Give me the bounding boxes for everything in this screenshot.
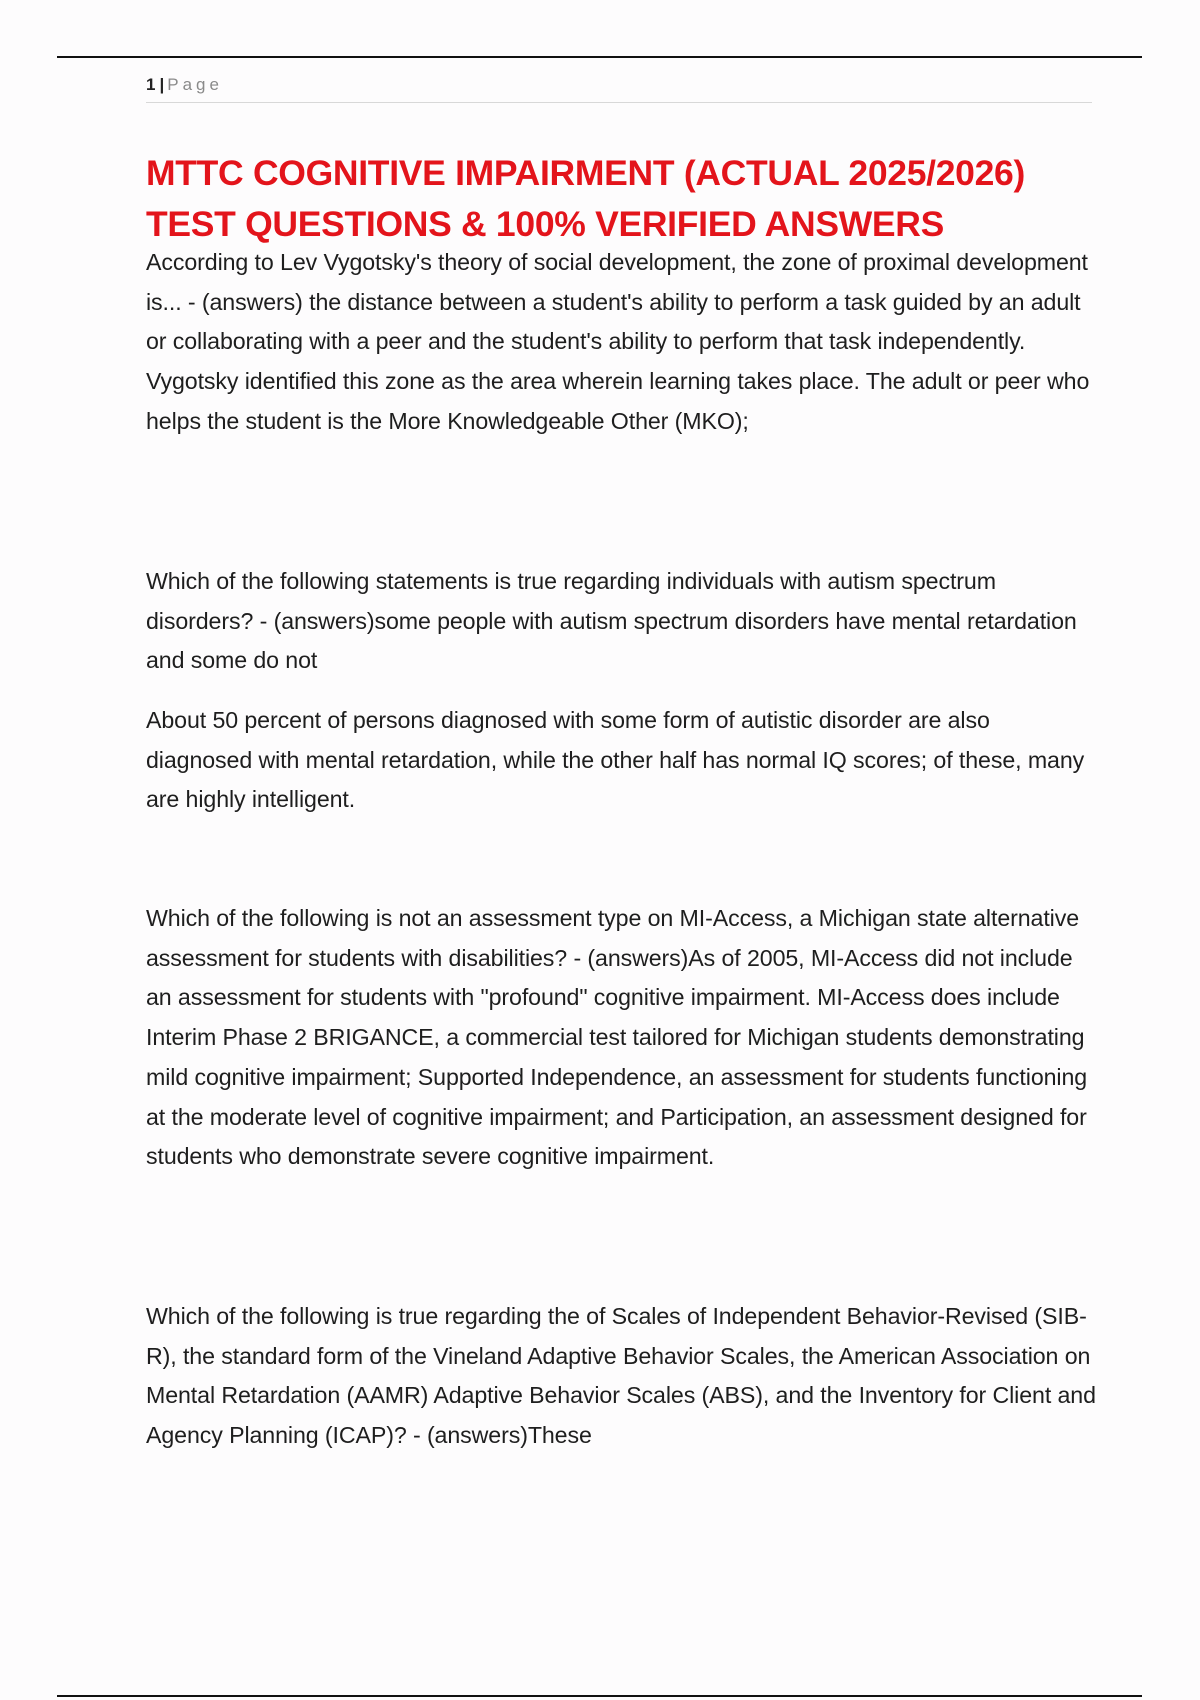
- question-answer-2: Which of the following statements is true regarding individuals with autism spectrum disorders? - (answers)some people with autism spectrum disorders have mental retardation and some do not: [146, 568, 1077, 674]
- page-label: Page: [167, 75, 223, 94]
- page-number: 1: [146, 75, 156, 94]
- page-header: [146, 74, 1092, 103]
- document-title: MTTC COGNITIVE IMPAIRMENT (ACTUAL 2025/2026) TEST QUESTIONS & 100% VERIFIED ANSWERS: [146, 153, 1026, 244]
- question-answer-3: Which of the following is not an assessment type on MI-Access, a Michigan state alternative assessment for students with disabilities? - (answers)As of 2005, MI-Access did not include an assessment for students with "profound" cognitive impairment. MI-Access does include Interim Phase 2 BRIGANCE, a commercial test tailored for Michigan students demonstrating mild cognitive impairment; Supported Independence, an assessment for students functioning at the moderate level of cognitive impairment; and Participation, an assessment designed for students who demonstrate severe cognitive impairment.: [146, 905, 1088, 1170]
- question-answer-1: According to Lev Vygotsky's theory of social development, the zone of proximal development is... - (answers) the distance between a student's ability to perform a task guided by an adult or collaborating with a peer and the student's ability to perform that task independently. Vygotsky identified this zone as the area wherein learning takes place. The adult or peer who helps the student is the More Knowledgeable Other (MKO);: [146, 249, 1090, 434]
- answer-explanation-2: About 50 percent of persons diagnosed with some form of autistic disorder are also diagnosed with mental retardation, while the other half has normal IQ scores; of these, many are highly intelligent.: [146, 707, 1085, 813]
- page-separator: |: [159, 75, 165, 94]
- question-answer-4: Which of the following is true regarding the of Scales of Independent Behavior-Revised (SIB-R), the standard form of the Vineland Adaptive Behavior Scales, the American Association on Mental Retardation (AAMR) Adaptive Behavior Scales (ABS), and the Inventory for Client and Agency Planning (ICAP)? - (answers)These: [146, 1303, 1096, 1449]
- top-border-line: [57, 56, 1142, 58]
- bottom-border-line: [57, 1695, 1142, 1697]
